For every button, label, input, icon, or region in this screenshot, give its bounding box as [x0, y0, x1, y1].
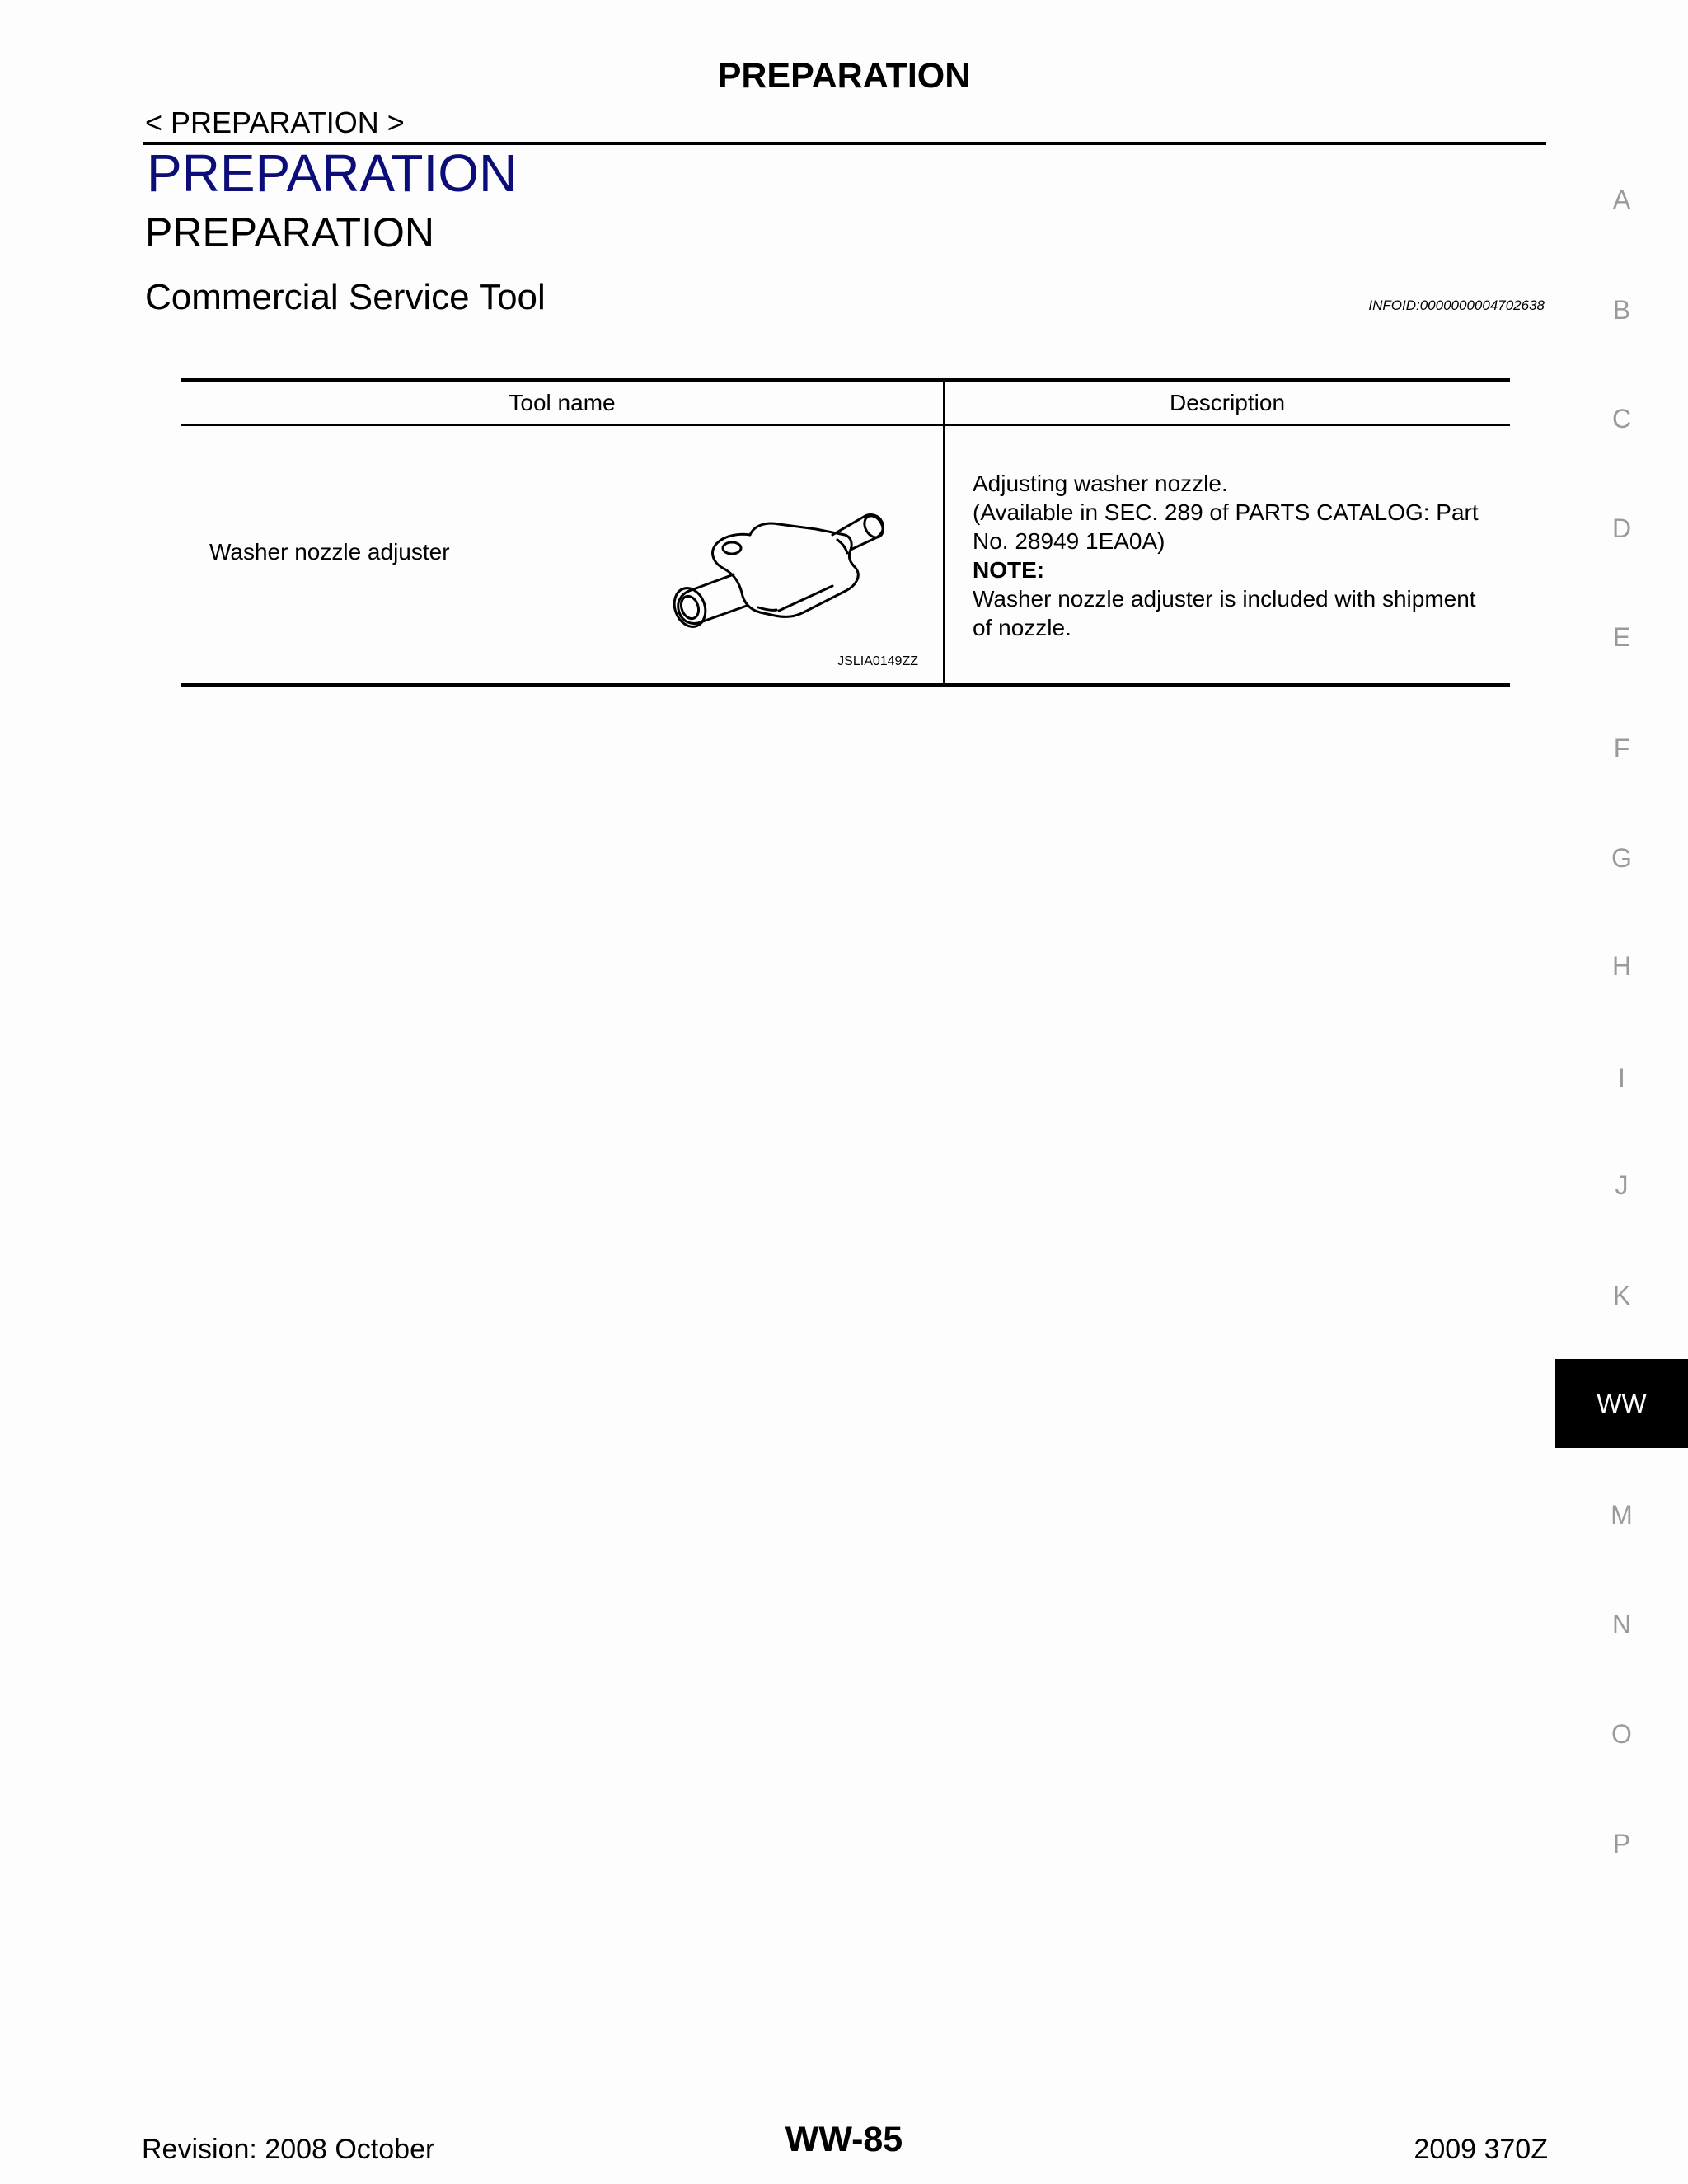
table-row: [181, 426, 1510, 683]
sub-sub-title: Commercial Service Tool: [145, 277, 546, 317]
washer-nozzle-adjuster-illustration: [635, 484, 890, 665]
index-tab-g[interactable]: G: [1611, 843, 1632, 873]
info-id: INFOID:0000000004702638: [1368, 298, 1545, 313]
tool-cell: [181, 426, 945, 683]
tool-name: Washer nozzle adjuster: [209, 539, 450, 565]
index-tab-o[interactable]: O: [1611, 1719, 1632, 1749]
footer-revision: Revision: 2008 October: [142, 2134, 435, 2165]
description: [973, 469, 1500, 642]
column-header-tool-name: Tool name: [181, 382, 945, 424]
description-line: (Available in SEC. 289 of PARTS CATALOG: Part No. 28949 1EA0A): [973, 499, 1479, 554]
index-tab-i[interactable]: I: [1618, 1063, 1625, 1093]
section-title: PREPARATION: [147, 143, 518, 203]
note-label: NOTE:: [973, 557, 1045, 583]
breadcrumb[interactable]: < PREPARATION >: [145, 105, 405, 139]
footer-model: 2009 370Z: [1414, 2134, 1548, 2165]
index-tab-h[interactable]: H: [1611, 951, 1632, 981]
footer-page-number: WW-85: [785, 2120, 903, 2159]
index-tab-c[interactable]: C: [1611, 404, 1632, 434]
index-tab-j[interactable]: J: [1615, 1170, 1629, 1200]
sub-title: PREPARATION: [145, 209, 434, 255]
index-tab-a[interactable]: A: [1612, 185, 1631, 214]
note-text: Washer nozzle adjuster is included with shipment of nozzle.: [973, 586, 1476, 640]
column-header-description: Description: [1169, 390, 1286, 415]
figure-code: JSLIA0149ZZ: [837, 654, 918, 668]
section-index-tabs: [1555, 0, 1688, 2184]
index-tab-m[interactable]: M: [1611, 1500, 1633, 1530]
table-header-row: [181, 382, 1510, 426]
index-tab-d[interactable]: D: [1611, 513, 1632, 543]
index-tab-e[interactable]: E: [1612, 622, 1631, 652]
index-tab-ww-active[interactable]: WW: [1555, 1359, 1688, 1448]
description-line: Adjusting washer nozzle.: [973, 471, 1228, 496]
index-tab-n[interactable]: N: [1611, 1610, 1632, 1639]
index-tab-f[interactable]: F: [1613, 733, 1630, 763]
commercial-service-tool-table: [181, 378, 1510, 687]
description-cell: [945, 426, 1510, 683]
index-tab-b[interactable]: B: [1612, 295, 1631, 325]
index-tab-p[interactable]: P: [1612, 1829, 1631, 1858]
index-tab-k[interactable]: K: [1612, 1281, 1631, 1310]
page-header-title: PREPARATION: [717, 56, 971, 96]
